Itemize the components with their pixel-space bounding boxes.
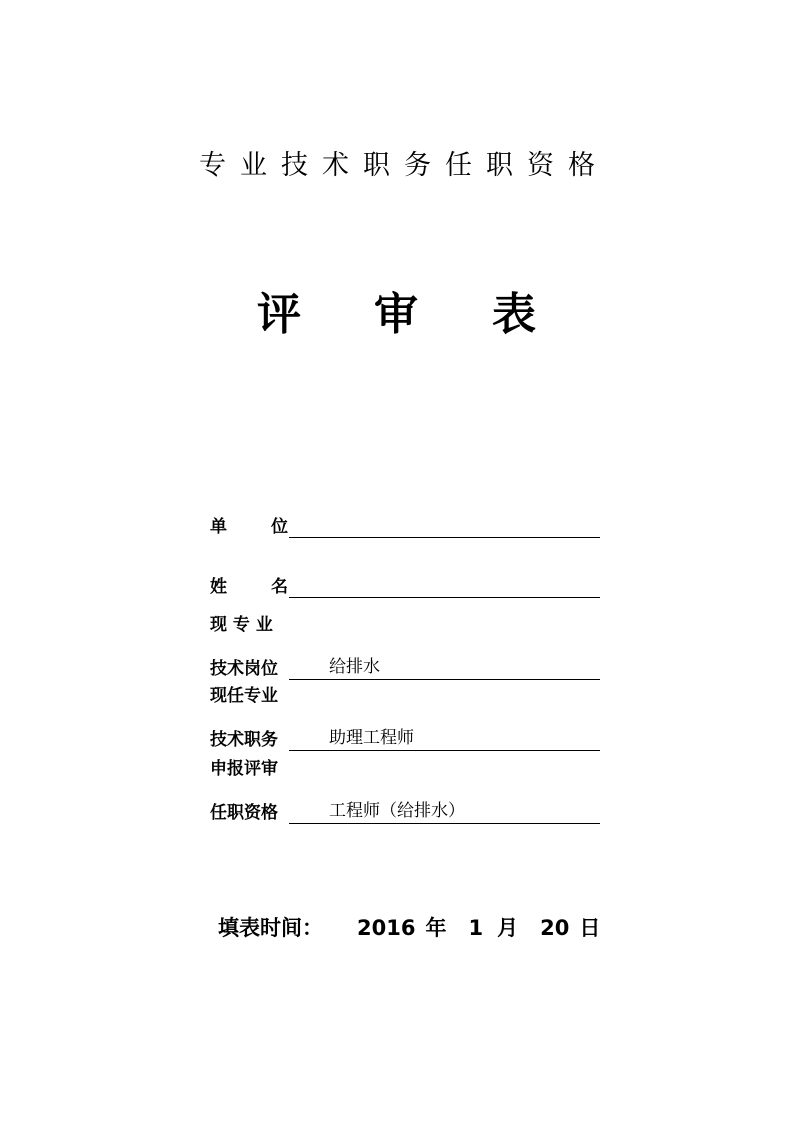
title-char-3: 表 — [492, 289, 536, 340]
field-unit-label: 单 位 — [210, 517, 288, 537]
field-name-input[interactable] — [289, 575, 600, 598]
title-char-1: 评 — [257, 289, 301, 340]
field-applied-qualification-input[interactable] — [289, 801, 600, 824]
field-current-title-label-top: 现任专业 — [210, 686, 278, 706]
field-unit — [210, 500, 600, 540]
fill-date-year-unit: 年 — [425, 916, 447, 940]
title-char-2: 审 — [374, 289, 418, 340]
field-name — [210, 560, 600, 600]
field-unit-input[interactable] — [289, 515, 600, 538]
field-applied-qualification-value: 工程师（给排水） — [329, 801, 465, 821]
fill-date-month-unit: 月 — [497, 916, 519, 940]
field-applied-qualification-label-top: 申报评审 — [210, 759, 278, 779]
document-title-line2 — [0, 285, 794, 345]
fill-date — [218, 913, 600, 943]
field-current-post-input[interactable] — [289, 657, 600, 680]
fill-date-month: 1 — [468, 916, 484, 940]
fill-date-year: 2016 — [357, 916, 416, 940]
fill-date-label: 填表时间： — [218, 916, 323, 940]
field-current-post-label-bottom: 技术岗位 — [210, 659, 278, 679]
field-current-title-label-bottom: 技术职务 — [210, 730, 278, 750]
field-current-title — [210, 686, 600, 753]
field-current-title-input[interactable] — [289, 728, 600, 751]
field-name-label: 姓 名 — [210, 577, 288, 597]
field-current-post-value: 给排水 — [329, 657, 380, 677]
field-applied-qualification-label-bottom: 任职资格 — [210, 803, 278, 823]
field-current-title-value: 助理工程师 — [329, 728, 414, 748]
field-applied-qualification — [210, 759, 600, 826]
fill-date-day-unit: 日 — [579, 916, 601, 940]
document-title-line1: 专业技术职务任职资格 — [199, 150, 609, 181]
field-current-post-label-top: 现 专 业 — [210, 615, 273, 635]
field-current-post — [210, 615, 600, 682]
fill-date-day: 20 — [540, 916, 570, 940]
